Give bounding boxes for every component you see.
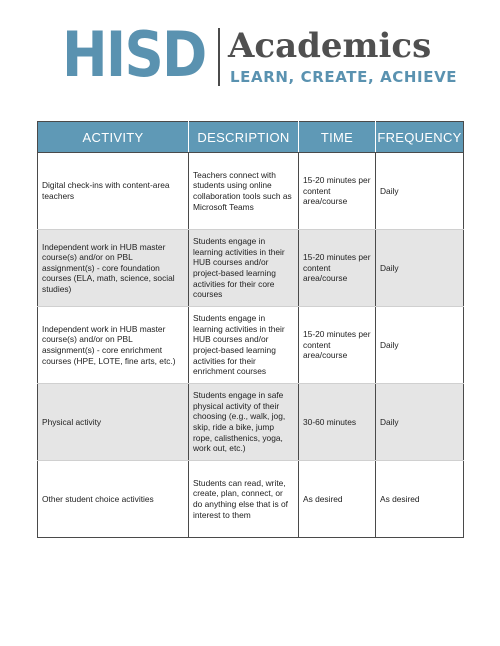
- column-header-activity: ACTIVITY: [38, 122, 189, 153]
- frequency-cell: As desired: [376, 461, 464, 538]
- description-cell: Students can read, write, create, plan, connect, or do anything else that is of interest to them: [189, 461, 299, 538]
- time-cell: As desired: [299, 461, 376, 538]
- hisd-academics-logo: [62, 18, 458, 94]
- activity-schedule-table: [37, 121, 464, 538]
- description-cell: Students engage in learning activities in their HUB courses and/or project-based learning activities for their enrichment courses: [189, 307, 299, 384]
- activity-cell: Other student choice activities: [38, 461, 189, 538]
- table-row: [38, 153, 464, 230]
- column-header-description: DESCRIPTION: [189, 122, 299, 153]
- time-cell: 15-20 minutes per content area/course: [299, 307, 376, 384]
- table-header-row: [38, 122, 464, 153]
- activity-cell: Independent work in HUB master course(s) and/or on PBL assignment(s) - core foundation courses (ELA, math, science, social studies): [38, 230, 189, 307]
- activity-cell: Independent work in HUB master course(s) and/or on PBL assignment(s) - core enrichment courses (HPE, LOTE, fine arts, etc.): [38, 307, 189, 384]
- description-cell: Students engage in safe physical activity of their choosing (e.g., walk, jog, skip, ride a bike, jump rope, calisthenics, yoga, work out, etc.): [189, 384, 299, 461]
- activity-cell: Physical activity: [38, 384, 189, 461]
- table-row: [38, 384, 464, 461]
- logo-tagline: LEARN, CREATE, ACHIEVE: [230, 68, 458, 86]
- description-cell: Teachers connect with students using online collaboration tools such as Microsoft Teams: [189, 153, 299, 230]
- logo-divider: [218, 28, 220, 86]
- time-cell: 30-60 minutes: [299, 384, 376, 461]
- logo-academics-text: Academics: [228, 26, 432, 66]
- table-row: [38, 461, 464, 538]
- description-cell: Students engage in learning activities in their HUB courses and/or project-based learning activities for their core courses: [189, 230, 299, 307]
- activity-cell: Digital check-ins with content-area teachers: [38, 153, 189, 230]
- column-header-frequency: FREQUENCY: [376, 122, 464, 153]
- time-cell: 15-20 minutes per content area/course: [299, 153, 376, 230]
- column-header-time: TIME: [299, 122, 376, 153]
- table-row: [38, 307, 464, 384]
- logo-hisd-text: HISD: [62, 18, 206, 91]
- frequency-cell: Daily: [376, 153, 464, 230]
- frequency-cell: Daily: [376, 230, 464, 307]
- frequency-cell: Daily: [376, 384, 464, 461]
- table-row: [38, 230, 464, 307]
- time-cell: 15-20 minutes per content area/course: [299, 230, 376, 307]
- frequency-cell: Daily: [376, 307, 464, 384]
